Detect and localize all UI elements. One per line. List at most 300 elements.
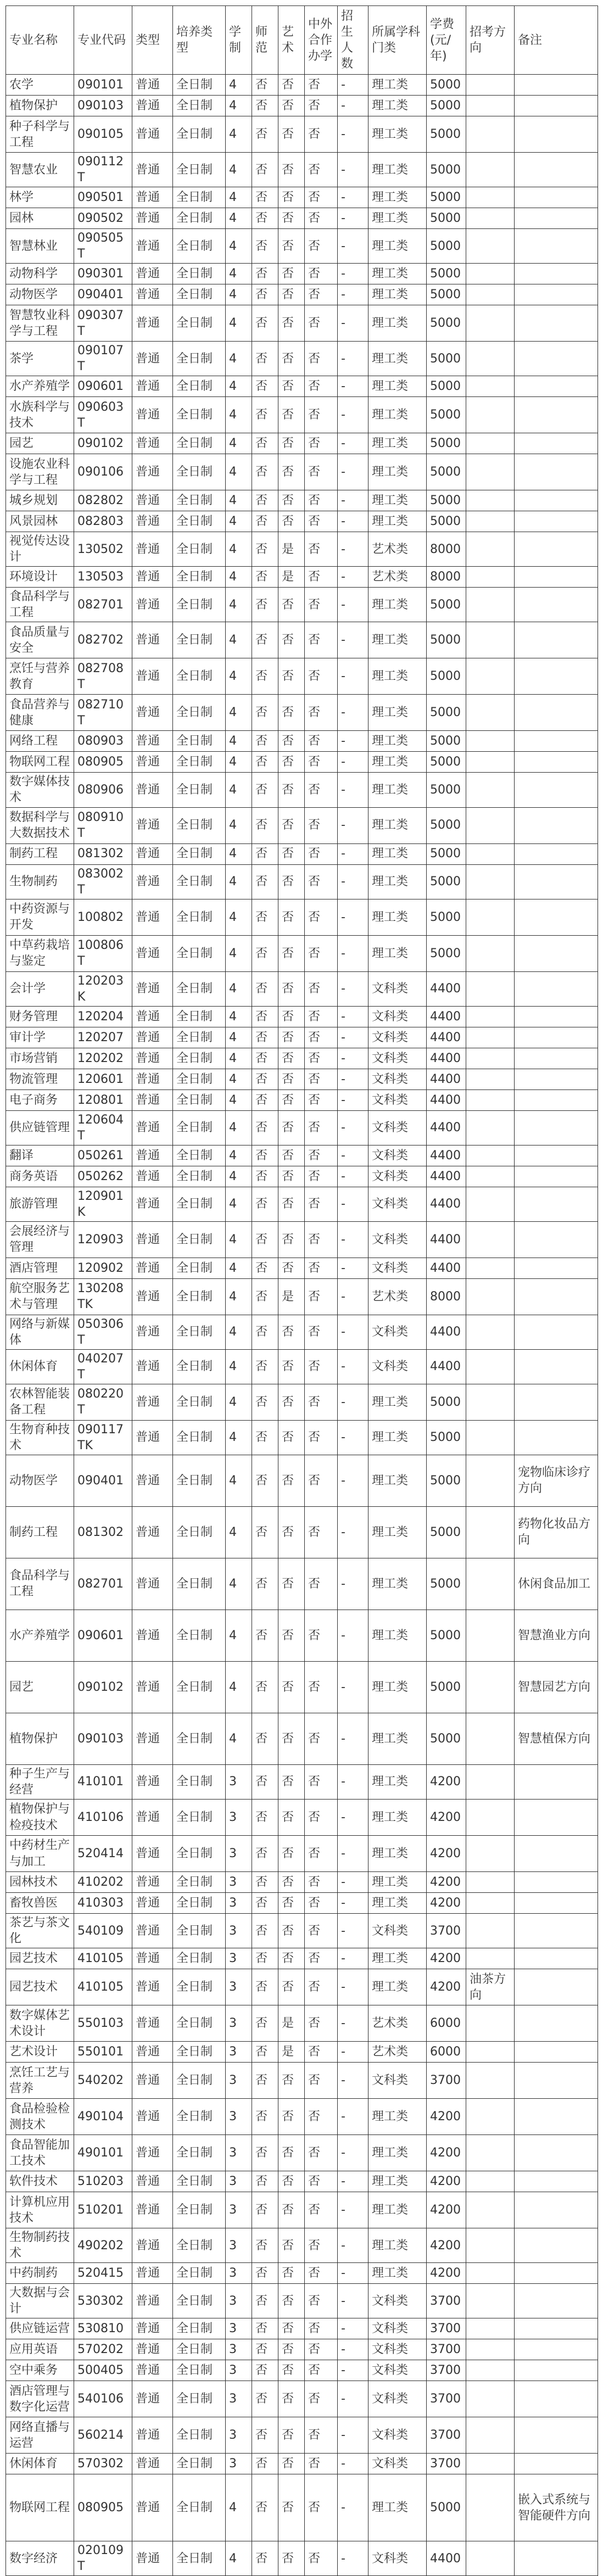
cell-enrollment: - bbox=[338, 2063, 369, 2099]
cell-category: 艺术类 bbox=[369, 567, 427, 588]
cell-normal: 否 bbox=[252, 376, 278, 397]
cell-direction bbox=[466, 2454, 515, 2474]
table-row bbox=[6, 1420, 598, 1455]
cell-enrollment: - bbox=[338, 1384, 369, 1420]
cell-normal: 否 bbox=[252, 1836, 278, 1872]
cell-art: 否 bbox=[278, 2228, 305, 2263]
cell-major-code: 080906 bbox=[74, 773, 132, 807]
cell-normal: 否 bbox=[252, 75, 278, 96]
cell-tuition: 4400 bbox=[427, 1089, 466, 1110]
cell-art: 否 bbox=[278, 1800, 305, 1836]
cell-joint: 否 bbox=[305, 658, 338, 695]
cell-tuition: 4400 bbox=[427, 1048, 466, 1069]
cell-category: 文科类 bbox=[369, 2454, 427, 2474]
cell-category: 理工类 bbox=[369, 695, 427, 731]
cell-category: 文科类 bbox=[369, 1315, 427, 1349]
cell-joint: 否 bbox=[305, 2135, 338, 2171]
cell-art: 否 bbox=[278, 1661, 305, 1713]
cell-training-type: 全日制 bbox=[173, 1278, 226, 1315]
cell-remark bbox=[515, 864, 598, 899]
cell-tuition: 5000 bbox=[427, 2474, 466, 2541]
cell-category: 理工类 bbox=[369, 1948, 427, 1969]
cell-remark bbox=[515, 305, 598, 342]
cell-joint: 否 bbox=[305, 1506, 338, 1558]
cell-category: 理工类 bbox=[369, 2263, 427, 2284]
cell-art: 否 bbox=[278, 1969, 305, 2005]
cell-tuition: 4400 bbox=[427, 1187, 466, 1221]
table-row bbox=[6, 229, 598, 264]
cell-joint: 否 bbox=[305, 2005, 338, 2042]
cell-type: 普通 bbox=[132, 1661, 173, 1713]
cell-normal: 否 bbox=[252, 773, 278, 807]
cell-category: 理工类 bbox=[369, 935, 427, 971]
cell-major-code: 082702 bbox=[74, 622, 132, 658]
cell-art: 否 bbox=[278, 1872, 305, 1893]
cell-tuition: 5000 bbox=[427, 1558, 466, 1610]
cell-duration: 4 bbox=[226, 1349, 252, 1384]
table-row bbox=[6, 1969, 598, 2005]
cell-direction bbox=[466, 2063, 515, 2099]
cell-remark bbox=[515, 1349, 598, 1384]
cell-direction bbox=[466, 397, 515, 433]
cell-remark bbox=[515, 1278, 598, 1315]
cell-major-code: 410101 bbox=[74, 1764, 132, 1799]
cell-normal: 否 bbox=[252, 1713, 278, 1764]
cell-normal: 否 bbox=[252, 284, 278, 305]
cell-joint: 否 bbox=[305, 2541, 338, 2576]
cell-duration: 4 bbox=[226, 1069, 252, 1089]
table-row bbox=[6, 1914, 598, 1948]
cell-major-code: 081302 bbox=[74, 1506, 132, 1558]
cell-remark bbox=[515, 490, 598, 511]
cell-type: 普通 bbox=[132, 935, 173, 971]
cell-major-name: 园艺技术 bbox=[6, 1969, 74, 2005]
cell-normal: 否 bbox=[252, 1420, 278, 1455]
cell-enrollment: - bbox=[338, 1278, 369, 1315]
cell-remark bbox=[515, 208, 598, 229]
cell-tuition: 3700 bbox=[427, 2381, 466, 2417]
cell-direction bbox=[466, 433, 515, 454]
table-row bbox=[6, 2360, 598, 2381]
cell-major-name: 数字媒体艺术设计 bbox=[6, 2005, 74, 2042]
cell-enrollment: - bbox=[338, 532, 369, 567]
cell-duration: 4 bbox=[226, 454, 252, 490]
cell-enrollment: - bbox=[338, 1558, 369, 1610]
cell-training-type: 全日制 bbox=[173, 899, 226, 935]
cell-major-name: 风景园林 bbox=[6, 511, 74, 532]
cell-enrollment: - bbox=[338, 2005, 369, 2042]
cell-joint: 否 bbox=[305, 433, 338, 454]
header-major-name: 专业名称 bbox=[6, 6, 74, 75]
cell-training-type: 全日制 bbox=[173, 1145, 226, 1166]
cell-training-type: 全日制 bbox=[173, 264, 226, 284]
cell-art: 否 bbox=[278, 1506, 305, 1558]
cell-category: 理工类 bbox=[369, 284, 427, 305]
cell-training-type: 全日制 bbox=[173, 1455, 226, 1506]
cell-remark bbox=[515, 532, 598, 567]
cell-type: 普通 bbox=[132, 588, 173, 622]
cell-joint: 否 bbox=[305, 2284, 338, 2318]
cell-normal: 否 bbox=[252, 187, 278, 208]
cell-duration: 4 bbox=[226, 1506, 252, 1558]
cell-type: 普通 bbox=[132, 2135, 173, 2171]
cell-major-code: 520415 bbox=[74, 2263, 132, 2284]
cell-major-code: 090505T bbox=[74, 229, 132, 264]
table-row bbox=[6, 1764, 598, 1799]
cell-training-type: 全日制 bbox=[173, 1069, 226, 1089]
cell-direction bbox=[466, 1661, 515, 1713]
cell-tuition: 5000 bbox=[427, 695, 466, 731]
cell-direction bbox=[466, 1069, 515, 1089]
cell-enrollment: - bbox=[338, 1145, 369, 1166]
cell-direction bbox=[466, 75, 515, 96]
cell-remark: 药物化妆品方向 bbox=[515, 1506, 598, 1558]
cell-major-code: 410303 bbox=[74, 1893, 132, 1914]
cell-type: 普通 bbox=[132, 1221, 173, 1258]
table-row bbox=[6, 1006, 598, 1027]
cell-major-code: 550103 bbox=[74, 2005, 132, 2042]
cell-art: 是 bbox=[278, 2005, 305, 2042]
cell-tuition: 5000 bbox=[427, 899, 466, 935]
cell-major-code: 120901K bbox=[74, 1187, 132, 1221]
cell-tuition: 4400 bbox=[427, 1110, 466, 1145]
cell-direction bbox=[466, 1713, 515, 1764]
cell-type: 普通 bbox=[132, 1069, 173, 1089]
cell-direction bbox=[466, 1948, 515, 1969]
table-row bbox=[6, 567, 598, 588]
cell-joint: 否 bbox=[305, 490, 338, 511]
cell-enrollment: - bbox=[338, 2284, 369, 2318]
cell-category: 理工类 bbox=[369, 454, 427, 490]
cell-remark bbox=[515, 1800, 598, 1836]
cell-major-name: 中药材生产与加工 bbox=[6, 1836, 74, 1872]
table-row bbox=[6, 1713, 598, 1764]
cell-duration: 4 bbox=[226, 2541, 252, 2576]
cell-normal: 否 bbox=[252, 2042, 278, 2063]
cell-training-type: 全日制 bbox=[173, 567, 226, 588]
cell-type: 普通 bbox=[132, 2042, 173, 2063]
cell-direction bbox=[466, 1558, 515, 1610]
cell-major-name: 大数据与会计 bbox=[6, 2284, 74, 2318]
cell-duration: 4 bbox=[226, 1315, 252, 1349]
cell-type: 普通 bbox=[132, 342, 173, 376]
cell-art: 否 bbox=[278, 2474, 305, 2541]
cell-enrollment: - bbox=[338, 96, 369, 116]
cell-direction bbox=[466, 2318, 515, 2339]
table-row bbox=[6, 2171, 598, 2192]
cell-tuition: 3700 bbox=[427, 2454, 466, 2474]
cell-tuition: 8000 bbox=[427, 567, 466, 588]
cell-enrollment: - bbox=[338, 284, 369, 305]
cell-major-code: 100806T bbox=[74, 935, 132, 971]
cell-direction bbox=[466, 1187, 515, 1221]
cell-tuition: 4400 bbox=[427, 1027, 466, 1048]
cell-major-code: 410105 bbox=[74, 1948, 132, 1969]
cell-major-code: 540106 bbox=[74, 2381, 132, 2417]
cell-training-type: 全日制 bbox=[173, 773, 226, 807]
cell-type: 普通 bbox=[132, 264, 173, 284]
cell-enrollment: - bbox=[338, 1800, 369, 1836]
cell-enrollment: - bbox=[338, 567, 369, 588]
cell-duration: 4 bbox=[226, 1048, 252, 1069]
cell-remark bbox=[515, 1166, 598, 1187]
cell-duration: 4 bbox=[226, 376, 252, 397]
cell-joint: 否 bbox=[305, 1872, 338, 1893]
cell-major-code: 090401 bbox=[74, 1455, 132, 1506]
cell-joint: 否 bbox=[305, 376, 338, 397]
cell-art: 否 bbox=[278, 454, 305, 490]
cell-art: 否 bbox=[278, 153, 305, 187]
cell-enrollment: - bbox=[338, 1836, 369, 1872]
cell-normal: 否 bbox=[252, 1661, 278, 1713]
cell-remark bbox=[515, 695, 598, 731]
cell-enrollment: - bbox=[338, 187, 369, 208]
cell-type: 普通 bbox=[132, 96, 173, 116]
cell-art: 否 bbox=[278, 1166, 305, 1187]
cell-art: 否 bbox=[278, 935, 305, 971]
cell-remark bbox=[515, 773, 598, 807]
cell-training-type: 全日制 bbox=[173, 1166, 226, 1187]
cell-remark bbox=[515, 2284, 598, 2318]
table-row bbox=[6, 1278, 598, 1315]
table-row bbox=[6, 511, 598, 532]
cell-normal: 否 bbox=[252, 342, 278, 376]
cell-enrollment: - bbox=[338, 1349, 369, 1384]
cell-enrollment: - bbox=[338, 229, 369, 264]
cell-remark bbox=[515, 229, 598, 264]
cell-duration: 3 bbox=[226, 1836, 252, 1872]
cell-joint: 否 bbox=[305, 1089, 338, 1110]
cell-training-type: 全日制 bbox=[173, 305, 226, 342]
cell-category: 理工类 bbox=[369, 864, 427, 899]
cell-direction bbox=[466, 2417, 515, 2454]
cell-normal: 否 bbox=[252, 1764, 278, 1799]
cell-remark: 休闲食品加工 bbox=[515, 1558, 598, 1610]
cell-remark bbox=[515, 1420, 598, 1455]
cell-major-code: 120604T bbox=[74, 1110, 132, 1145]
cell-category: 理工类 bbox=[369, 305, 427, 342]
table-row bbox=[6, 1258, 598, 1278]
cell-major-code: 090601 bbox=[74, 1610, 132, 1661]
cell-remark: 智慧园艺方向 bbox=[515, 1661, 598, 1713]
cell-category: 理工类 bbox=[369, 658, 427, 695]
cell-duration: 4 bbox=[226, 864, 252, 899]
cell-major-name: 农学 bbox=[6, 75, 74, 96]
cell-duration: 3 bbox=[226, 2284, 252, 2318]
cell-category: 理工类 bbox=[369, 511, 427, 532]
cell-duration: 3 bbox=[226, 1872, 252, 1893]
cell-joint: 否 bbox=[305, 1948, 338, 1969]
cell-direction bbox=[466, 2228, 515, 2263]
cell-training-type: 全日制 bbox=[173, 2454, 226, 2474]
cell-major-name: 供应链管理 bbox=[6, 1110, 74, 1145]
cell-normal: 否 bbox=[252, 2284, 278, 2318]
cell-major-name: 水族科学与技术 bbox=[6, 397, 74, 433]
table-row bbox=[6, 971, 598, 1006]
cell-tuition: 5000 bbox=[427, 731, 466, 752]
cell-direction bbox=[466, 1315, 515, 1349]
cell-duration: 3 bbox=[226, 2228, 252, 2263]
cell-art: 否 bbox=[278, 1145, 305, 1166]
cell-category: 理工类 bbox=[369, 2474, 427, 2541]
cell-remark: 智慧渔业方向 bbox=[515, 1610, 598, 1661]
cell-normal: 否 bbox=[252, 864, 278, 899]
cell-enrollment: - bbox=[338, 731, 369, 752]
cell-major-name: 生物制药技术 bbox=[6, 2228, 74, 2263]
cell-major-code: 490202 bbox=[74, 2228, 132, 2263]
cell-major-name: 中药资源与开发 bbox=[6, 899, 74, 935]
cell-type: 普通 bbox=[132, 731, 173, 752]
cell-tuition: 5000 bbox=[427, 1455, 466, 1506]
cell-major-code: 490101 bbox=[74, 2135, 132, 2171]
cell-art: 否 bbox=[278, 75, 305, 96]
cell-category: 理工类 bbox=[369, 187, 427, 208]
cell-tuition: 4200 bbox=[427, 1764, 466, 1799]
cell-enrollment: - bbox=[338, 1872, 369, 1893]
cell-art: 否 bbox=[278, 2135, 305, 2171]
cell-joint: 否 bbox=[305, 2474, 338, 2541]
cell-category: 理工类 bbox=[369, 1969, 427, 2005]
cell-major-name: 食品智能加工技术 bbox=[6, 2135, 74, 2171]
cell-direction bbox=[466, 2541, 515, 2576]
cell-joint: 否 bbox=[305, 2360, 338, 2381]
cell-training-type: 全日制 bbox=[173, 2360, 226, 2381]
cell-enrollment: - bbox=[338, 695, 369, 731]
table-row bbox=[6, 2474, 598, 2541]
cell-major-code: 130502 bbox=[74, 532, 132, 567]
cell-training-type: 全日制 bbox=[173, 1349, 226, 1384]
table-row bbox=[6, 1872, 598, 1893]
cell-major-name: 生物育种技术 bbox=[6, 1420, 74, 1455]
cell-art: 否 bbox=[278, 2381, 305, 2417]
cell-enrollment: - bbox=[338, 1506, 369, 1558]
cell-art: 否 bbox=[278, 229, 305, 264]
cell-major-code: 080905 bbox=[74, 752, 132, 773]
cell-enrollment: - bbox=[338, 433, 369, 454]
cell-enrollment: - bbox=[338, 116, 369, 153]
cell-training-type: 全日制 bbox=[173, 2474, 226, 2541]
cell-enrollment: - bbox=[338, 1006, 369, 1027]
table-body bbox=[6, 75, 598, 2576]
cell-training-type: 全日制 bbox=[173, 187, 226, 208]
cell-art: 否 bbox=[278, 264, 305, 284]
cell-direction bbox=[466, 1027, 515, 1048]
cell-tuition: 5000 bbox=[427, 454, 466, 490]
cell-tuition: 5000 bbox=[427, 187, 466, 208]
cell-enrollment: - bbox=[338, 1027, 369, 1048]
cell-normal: 否 bbox=[252, 1315, 278, 1349]
cell-tuition: 8000 bbox=[427, 1278, 466, 1315]
cell-category: 理工类 bbox=[369, 1764, 427, 1799]
cell-remark bbox=[515, 567, 598, 588]
cell-tuition: 8000 bbox=[427, 532, 466, 567]
table-row bbox=[6, 1145, 598, 1166]
cell-category: 文科类 bbox=[369, 1145, 427, 1166]
cell-normal: 否 bbox=[252, 397, 278, 433]
cell-category: 文科类 bbox=[369, 1110, 427, 1145]
cell-direction bbox=[466, 843, 515, 864]
cell-normal: 否 bbox=[252, 1048, 278, 1069]
cell-category: 文科类 bbox=[369, 2063, 427, 2099]
cell-major-code: 120903 bbox=[74, 1221, 132, 1258]
cell-remark bbox=[515, 731, 598, 752]
cell-art: 否 bbox=[278, 1764, 305, 1799]
table-row bbox=[6, 843, 598, 864]
table-row bbox=[6, 2339, 598, 2360]
cell-training-type: 全日制 bbox=[173, 397, 226, 433]
cell-major-name: 制药工程 bbox=[6, 1506, 74, 1558]
cell-art: 否 bbox=[278, 376, 305, 397]
cell-duration: 4 bbox=[226, 1455, 252, 1506]
cell-tuition: 3700 bbox=[427, 2284, 466, 2318]
cell-remark: 智慧植保方向 bbox=[515, 1713, 598, 1764]
cell-duration: 3 bbox=[226, 2318, 252, 2339]
cell-major-name: 烹饪工艺与营养 bbox=[6, 2063, 74, 2099]
cell-category: 理工类 bbox=[369, 1455, 427, 1506]
cell-direction bbox=[466, 1145, 515, 1166]
cell-category: 理工类 bbox=[369, 588, 427, 622]
cell-major-name: 网络工程 bbox=[6, 731, 74, 752]
cell-enrollment: - bbox=[338, 1089, 369, 1110]
cell-remark bbox=[515, 1893, 598, 1914]
cell-category: 理工类 bbox=[369, 2135, 427, 2171]
cell-art: 否 bbox=[278, 1558, 305, 1610]
cell-major-name: 动物医学 bbox=[6, 284, 74, 305]
cell-duration: 3 bbox=[226, 2263, 252, 2284]
cell-training-type: 全日制 bbox=[173, 96, 226, 116]
cell-remark bbox=[515, 1764, 598, 1799]
cell-enrollment: - bbox=[338, 2228, 369, 2263]
table-row bbox=[6, 1069, 598, 1089]
cell-training-type: 全日制 bbox=[173, 532, 226, 567]
cell-enrollment: - bbox=[338, 490, 369, 511]
cell-training-type: 全日制 bbox=[173, 454, 226, 490]
cell-major-code: 130208TK bbox=[74, 1278, 132, 1315]
cell-enrollment: - bbox=[338, 2099, 369, 2135]
cell-major-code: 090502 bbox=[74, 208, 132, 229]
cell-major-code: 510201 bbox=[74, 2192, 132, 2228]
cell-direction bbox=[466, 2474, 515, 2541]
cell-joint: 否 bbox=[305, 864, 338, 899]
cell-direction bbox=[466, 1258, 515, 1278]
cell-art: 否 bbox=[278, 1914, 305, 1948]
cell-tuition: 4400 bbox=[427, 1006, 466, 1027]
cell-remark bbox=[515, 2454, 598, 2474]
cell-major-code: 550101 bbox=[74, 2042, 132, 2063]
cell-art: 否 bbox=[278, 658, 305, 695]
table-row bbox=[6, 75, 598, 96]
cell-remark bbox=[515, 96, 598, 116]
cell-major-name: 畜牧兽医 bbox=[6, 1893, 74, 1914]
table-row bbox=[6, 2263, 598, 2284]
cell-enrollment: - bbox=[338, 2192, 369, 2228]
cell-tuition: 5000 bbox=[427, 96, 466, 116]
cell-type: 普通 bbox=[132, 305, 173, 342]
table-row bbox=[6, 899, 598, 935]
cell-joint: 否 bbox=[305, 1166, 338, 1187]
cell-tuition: 4400 bbox=[427, 1221, 466, 1258]
cell-type: 普通 bbox=[132, 695, 173, 731]
header-art: 艺术 bbox=[278, 6, 305, 75]
cell-major-name: 软件技术 bbox=[6, 2171, 74, 2192]
cell-duration: 4 bbox=[226, 264, 252, 284]
cell-training-type: 全日制 bbox=[173, 2284, 226, 2318]
cell-art: 否 bbox=[278, 1110, 305, 1145]
cell-duration: 4 bbox=[226, 187, 252, 208]
cell-art: 否 bbox=[278, 433, 305, 454]
cell-major-code: 090307T bbox=[74, 305, 132, 342]
cell-enrollment: - bbox=[338, 2541, 369, 2576]
